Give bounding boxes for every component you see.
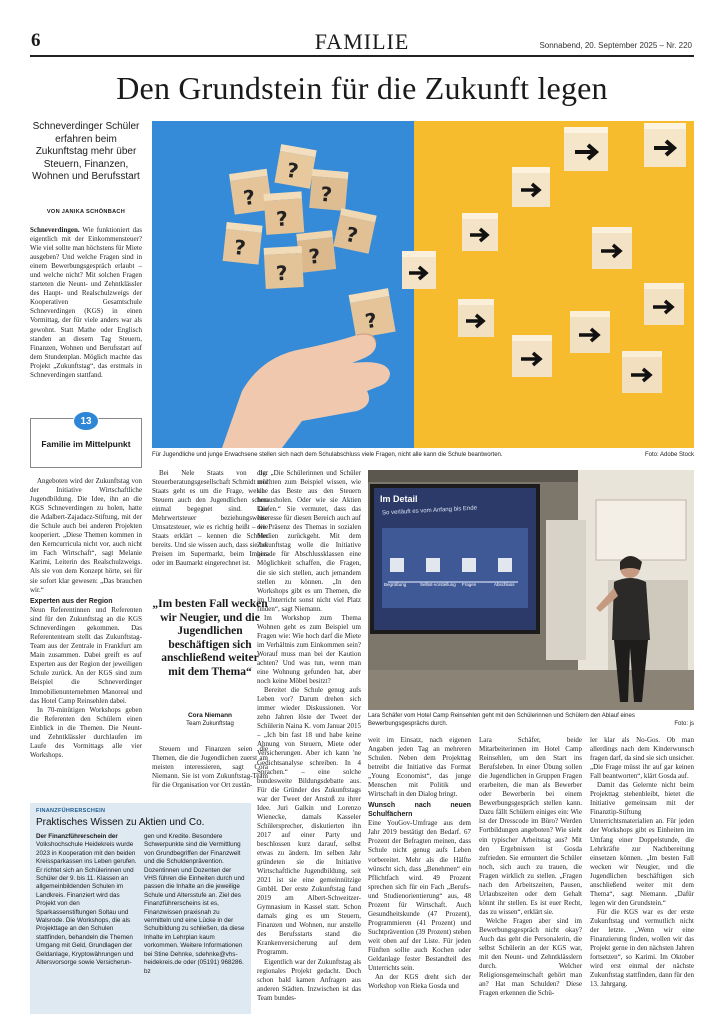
screen-step: Begrüßung bbox=[384, 582, 407, 587]
svg-text:?: ? bbox=[284, 157, 301, 184]
photo2-credit: Foto: js bbox=[674, 721, 694, 727]
svg-text:?: ? bbox=[343, 221, 361, 248]
col1-body bbox=[30, 477, 142, 802]
photo1-credit: Foto: Adobe Stock bbox=[644, 452, 694, 458]
col3-para: Eigentlich war der Zukunftstag als regionales Projekt gedacht. Doch schon bald kamen Anfragen aus anderen Städten. Inzwischen ist das Team bundes- bbox=[257, 957, 361, 1002]
col4-para: weit im Einsatz, nach eigenen Angaben jeden Tag an mehreren Schulen. Neben dem Projekttag betreibt die Initiative das Format „Young Economist“, das junge Menschen mit Politik und Wirtschaft in den Dialog bringt. bbox=[368, 736, 471, 799]
section-title: FAMILIE bbox=[314, 29, 410, 54]
photo-art bbox=[368, 470, 694, 710]
col1-para: Angeboten wird der Zukunftstag von der Initiative Wirtschaftliche Jugendbildung. Die Idee, ihn an die KGS Schneverdingen zu holen, hatte die Adalbert-Zajadacz-Stiftung, mit der die Schule auch bei anderen Projekten kooperiert. „Diese Themen kommen in den Kerncurricula nicht vor, auch nicht im Fach Wirtschaft“, sagt Melanie Karimi, Leiterin des Realschulzweigs. Als sie von dem Konzept hörte, sei für sie sofort klar gewesen: „Das brauchen wir.“ bbox=[30, 477, 142, 594]
col2-para: Steuern und Finanzen seien die Themen, die die Jugendlichen zuerst am meisten interessieren, sagt Cora Niemann. Sie ist vom Zukunftstag-Team für die Organisation vor Ort zustän- bbox=[152, 745, 268, 790]
subhead-experts: Experten aus der Region bbox=[30, 597, 113, 605]
badge-label: Familie im Mittelpunkt bbox=[41, 439, 131, 449]
subhead-wish: Wunsch nach neuen Schulfächern bbox=[368, 802, 471, 818]
info-title: Praktisches Wissen zu Aktien und Co. bbox=[36, 817, 205, 828]
col6-para: Damit das Gelernte nicht beim Projekttag stehenbleibt, bietet die Initiative gemeinsam mit der Finanztip-Stiftung Unterrichtsmaterialien an. Für jeden der Workshops gibt es Einheiten im Umfang einer Doppelstunde, die Lehrkräfte zur Nachbereitung einsetzen können. „Im besten Fall wecken wir Neugier, und die Jugendlichen beschäftigen sich anschließend weiter mit dem Thema“, sagt Niemann. „Dafür legen wir den Grundstein.“ bbox=[590, 781, 694, 907]
pull-quote: „Im besten Fall wecken wir Neugier, und die Jugendlichen beschäftigen sich anschließend weiter mit dem Thema“ bbox=[152, 598, 268, 678]
col1-para: Neun Referentinnen und Referenten sind für den Zukunftstag an die KGS Schneverdingen gekommen. Das Referententeam stellt das Zukunftstag-Team aus der Zentrale in Frankfurt am Main zusammen. Dabei greift es auf Experten aus der Region der jeweiligen Schule zurück. An der KGS sind zum Beispiel die Schneverdinger Immobilienunternehmen Manoreal und das Hotel Camp Reinsehlen dabei. bbox=[30, 606, 142, 705]
dateline: Schneverdingen. bbox=[30, 226, 80, 234]
col5-para: Lara Schäfer, beide Mitarbeiterinnen im Hotel Camp Reinsehlen, um den Start ins Berufsleben. In einer Übung sollen die Jugendlichen in Gruppen Fragen erarbeiten, die man als Bewerber oder Bewerberin bei einem Bewerbungsgespräch stellen kann. Dazu fällt Schülern einiges ein: Wie ist der Dresscode im Büro? Werden Fortbildungen angeboten? Wie sieht ein typischer Arbeitstag aus? Mit den Ergebnissen ist Gosda zufrieden. Sie ermuntert die Schüler noch, sich auch zu trauen, die Fragen wirklich zu stellen. „Fragen nach den Arbeitszeiten, Pausen, Urlaubszeiten oder dem Gehalt könnt ihr stellen. Es ist euer Recht, das zu wissen“, erklärt sie. bbox=[479, 736, 582, 916]
screen-step: Selbst-vorstellung bbox=[420, 582, 456, 587]
intro-body: Wie funktioniert das eigentlich mit der Einkommensteuer? Wie viel sollte man höchstens für Miete ausgeben? Und welche Fragen sind in einem Bewerbungsgespräch erlaubt – und welche nicht? Mit solchen Fragen starteten die Neunt- und Zehntklässler des Haupt- und Realschulzweigs der Kooperativen Gesamtschule Schneverdingen (KGS) in einen Vormittag, der für viele anders war als gewohnt. Statt Mathe oder Englisch standen an diesem Tag Steuern, Finanzen, Wohnen und Berufsstart auf dem Stundenplan. Möglich machte das Projekt „Zukunftstag“, das erstmals in Schneverdingen stattfand. bbox=[30, 226, 142, 379]
col3-para: Im Workshop zum Thema Wohnen geht es zum Beispiel um Fragen wie: Wie hoch darf die Miete im Verhältnis zum Einkommen sein? Worauf muss man bei der Kaution achten? Und was tun, wenn man eine Wohnung gefunden hat, aber noch keine Möbel besitzt? bbox=[257, 613, 361, 686]
photo-workshop bbox=[368, 470, 694, 710]
screen-title: Im Detail bbox=[380, 494, 418, 504]
col6-para: ler klar als No-Gos. Ob man allerdings nach dem Kinderwunsch fragen darf, da sind sie sich unsicher. „Die Frage müsst ihr auf gar keinen Fall beantworten“, klärt Gosda auf. bbox=[590, 736, 694, 781]
col1-para: In 70-minütigen Workshops geben die Referenten den Schülern einen Einblick in die Themen. Die Neunt- und Zehntklässler durchlaufen im Laufe des Vormittags alle vier Workshops. bbox=[30, 705, 142, 759]
headline: Den Grundstein für die Zukunft legen bbox=[116, 70, 608, 106]
info-lead: Der Finanzführerschein der bbox=[36, 833, 118, 840]
info-col-a bbox=[36, 833, 137, 1011]
col6-body bbox=[590, 736, 694, 1014]
col3-body bbox=[257, 469, 361, 1014]
info-col-b: gen und Kredite. Besondere Schwerpunkte sind die Vermittlung von Grundbegriffen der Finanzwelt und die Schuldenprävention. Dozentinnen und Dozenten der VHS führen die Einheiten durch und passen die Inhalte an die jeweilige Schule und Altersstufe an. Ziel des Finanzführerscheins ist es, Finanzwissen praxisnah zu vermitteln und eine Lücke in der Schulbildung zu schließen, da diese Inhalte im Lehrplan kaum vorkommen. Weitere Informationen bei Stine Dehnke, sdehnke@vhs-heidekreis.de oder (05191) 968286. bz bbox=[144, 833, 245, 975]
date-issue: Sonnabend, 20. September 2025 – Nr. 220 bbox=[539, 41, 692, 50]
quote-role: Team Zukunftstag bbox=[186, 721, 234, 727]
info-kicker: FINANZFÜHRERSCHEIN bbox=[36, 808, 106, 814]
info-box bbox=[30, 803, 251, 1014]
svg-text:?: ? bbox=[275, 206, 289, 232]
byline: VON JANIKA SCHÖNBACH bbox=[46, 209, 126, 215]
col6-para: Für die KGS war es der erste Zukunftstag und vermutlich nicht der letzte. „Wenn wir eine Finanzierung finden, wollen wir das Projekt gerne in den nächsten Jahren fortsetzen“, so Karimi. Im Oktober wird erst einmal der nächste Zukunftstag stattfinden, dann für den 13. Jahrgang. bbox=[590, 907, 694, 989]
info-text: Volkshochschule Heidekreis wurde 2023 in Kooperation mit den beiden Kreissparkassen ins Leben gerufen. Er richtet sich an Schülerinnen und Schüler der 9. bis 11. Klassen an allgemeinbildenden Schulen im Landkreis. Finanziert wird das Projekt von den Sparkassenstiftungen Soltau und Walsrode. Die Workshops, die als Projekttage an den Schulen stattfinden, behandeln die Themen Umgang mit Geld, Grundlagen der Geldanlage, Kryptowährungen und Altersvorsorge sowie Versicherun- bbox=[36, 841, 137, 967]
photo-art bbox=[152, 121, 694, 448]
badge-logo: 13 bbox=[73, 411, 99, 431]
photo-question-blocks bbox=[152, 121, 694, 448]
svg-text:?: ? bbox=[319, 181, 334, 207]
col4-para: An der KGS dreht sich der Workshop von Rieka Gosda und bbox=[368, 973, 471, 991]
col3-para: Bereitet die Schule genug aufs Leben vor? Darum drehen sich immer wieder Diskussionen. Vor zehn Jahren löste der Tweet der Schülerin Naina K. vom Januar 2015 – „Ich bin fast 18 und habe keine Ahnung von Steuern, Miete oder Versicherungen. Aber ich kann 'ne Gedichtsanalyse schreiben. In 4 Sprachen.“ – eine solche bundesweite Bildungsdebatte aus. Für die Gründer des Zukunftstags war der Tweet der Anstoß zu ihrer Idee. Juri Galkin und Lorenzo Wienecke, damals Kasseler Schülersprecher, diskutierten ihn 2017 auf einer Party und beschlossen kurz darauf, selbst etwas zu ändern. Im selben Jahr gründeten sie die Initiative Wirtschaftliche Jugendbildung, seit 2021 ist sie eine gemeinnützige GmbH. Der erste Zukunftstag fand 2019 am Albert-Schweitzer-Gymnasium in Kassel statt. Schon damals ging es um Steuern, Finanzen und Wohnen, nur anstelle des Berufsstarts stand die Krankenversicherung auf dem Programm. bbox=[257, 686, 361, 957]
col2-top bbox=[152, 469, 268, 591]
col5-body bbox=[479, 736, 582, 1014]
col3-para: dig. „Die Schülerinnen und Schüler möchten zum Beispiel wissen, wie sie das Beste aus den Steuern herausholen. Oder wie sie Aktien kaufen.“ Sie vermutet, dass das Interesse für diesen Bereich auch auf die Präsenz des Themas in sozialen Medien zurückgeht. Mit dem Zukunftstag wolle die Initiative gerade für Abschlussklassen eine Möglichkeit schaffen, die Fragen, die sie sich stellen, auch jemandem stellen zu können. „In den Workshops gibt es um Themen, die im Unterricht sonst nicht viel Platz finden“, sagt Niemann. bbox=[257, 469, 361, 613]
photo1-caption: Für Jugendliche und junge Erwachsene stellen sich nach dem Schulabschluss viele Fragen, nicht alle kann die Schule beantworten. bbox=[152, 452, 503, 458]
col4-body bbox=[368, 736, 471, 1014]
quote-name: Cora Niemann bbox=[187, 712, 233, 719]
svg-text:?: ? bbox=[275, 260, 289, 286]
svg-text:?: ? bbox=[363, 307, 379, 334]
screen-step: Abschluss bbox=[494, 582, 515, 587]
svg-text:?: ? bbox=[241, 184, 257, 211]
masthead-rule bbox=[30, 55, 694, 57]
photo2-caption: Lara Schäfer vom Hotel Camp Reinsehlen geht mit den Schülerinnen und Schülern den Ablauf eines Bewerbungsgesprächs durch. bbox=[368, 713, 635, 727]
intro-text bbox=[30, 226, 142, 410]
col2-para: Bei Nele Staats von der Steuerberatungsgesellschaft Schmidt und Staats geht es um die Frage, welche Steuern auch den Jugendlichen schon einmal begegnet sind. Die Mehrwertsteuer beziehungsweise Umsatzsteuer, wie es richtig heißt – wie Staats erklärt – kennen die Schüler bereits. Und sie wissen auch, dass sie bei Preisen im Supermarkt, beim Imbiss oder im Baumarkt eingerechnet ist. bbox=[152, 469, 268, 568]
col2-bottom bbox=[152, 745, 268, 802]
teaser: Schneverdinger Schüler erfahren beim Zukunftstag mehr über Steuern, Finanzen, Wohnen und Berufsstart bbox=[32, 121, 140, 182]
col4-para: Eine YouGov-Umfrage aus dem Jahr 2019 bestätigt den Bedarf. 67 Prozent der Befragten meinen, dass Schule nicht genug aufs Leben vorbereitet. Mehr als die Hälfte wünscht sich, dass „Benehmen“ ein Pflichtfach wird. 49 Prozent sprechen sich für ein Fach „Berufs- und Studienorientierung“ aus, 48 Prozent für Wirtschaft. Auch Gesundheitskunde (47 Prozent), Programmieren (41 Prozent) und Suchtprävention (39 Prozent) stehen weit oben auf der Liste. Für jeden Fünften sollte auch Kochen oder Geldanlage fester Bestandteil des Unterrichts sein. bbox=[368, 819, 471, 973]
svg-text:?: ? bbox=[232, 235, 247, 261]
screen-step: Fragen bbox=[462, 582, 477, 587]
page-number: 6 bbox=[31, 30, 41, 51]
series-badge bbox=[30, 418, 142, 468]
svg-text:?: ? bbox=[307, 243, 322, 269]
col5-para: Welche Fragen aber sind im Bewerbungsgespräch nicht okay? Auch das geht die Personalerin, die selbst Schülerin an der KGS war, mit den Neunt- und Zehntklässlern durch. Welcher Religionsgemeinschaft gehört man an? Hat man Schulden? Diese Fragen erkennen die Schü- bbox=[479, 916, 582, 998]
screen-subtitle: So verläuft es vom Anfang bis Ende bbox=[381, 505, 478, 517]
